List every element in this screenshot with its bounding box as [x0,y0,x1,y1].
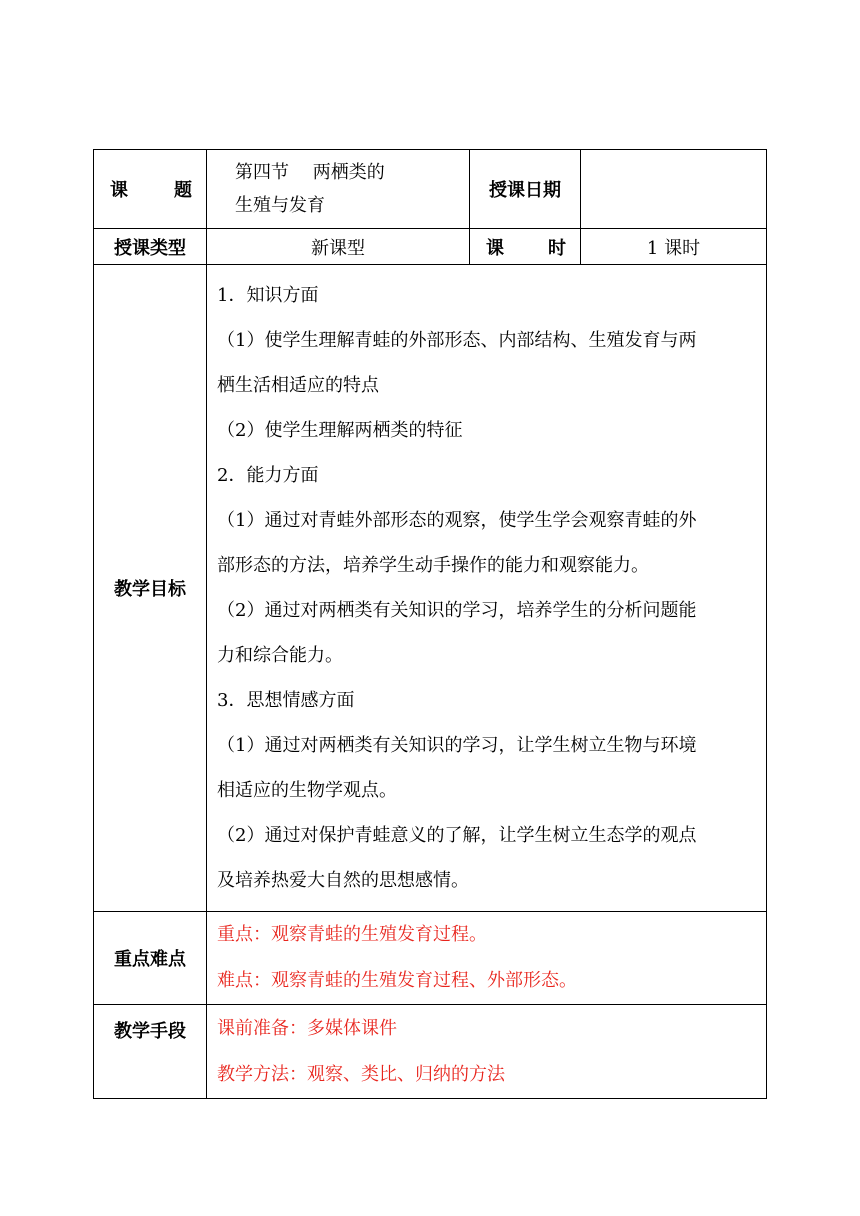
type-row [94,229,767,265]
objective-line: （1）通过对两栖类有关知识的学习，让学生树立生物与环境 [217,735,697,756]
objective-line: （2）通过对两栖类有关知识的学习，培养学生的分析问题能 [217,600,697,621]
key-points-row [94,912,767,1005]
objective-line: 栖生活相适应的特点 [217,375,379,396]
hours-label-char-1: 课 [486,237,504,259]
objective-line: 3．思想情感方面 [217,690,355,711]
difficulty-point: 难点：观察青蛙的生殖发育过程、外部形态。 [217,970,577,991]
objectives-label: 教学目标 [94,265,207,912]
objective-line: 1．知识方面 [217,285,319,306]
objective-line: （1）使学生理解青蛙的外部形态、内部结构、生殖发育与两 [217,330,697,351]
topic-label-cell [94,150,207,229]
date-value [581,150,767,229]
objective-line: （2）通过对保护青蛙意义的了解，让学生树立生态学的观点 [217,825,697,846]
hours-value: 1 课时 [581,229,767,265]
key-points-label: 重点难点 [94,912,207,1005]
topic-value-line1: 第四节 两栖类的 [235,162,385,183]
topic-value-line2: 生殖与发育 [235,195,325,216]
methods-content [207,1005,767,1099]
preparation-line: 课前准备：多媒体课件 [217,1018,397,1039]
objective-line: 2．能力方面 [217,465,319,486]
lesson-plan-table [93,149,767,1099]
topic-label-char-1: 课 [110,180,128,201]
objective-line: 及培养热爱大自然的思想感情。 [217,870,469,891]
date-label: 授课日期 [470,150,581,229]
topic-value-cell [207,150,470,229]
methods-label: 教学手段 [94,1005,207,1099]
objective-line: 相适应的生物学观点。 [217,780,397,801]
objectives-content [207,265,767,912]
objective-line: 部形态的方法，培养学生动手操作的能力和观察能力。 [217,555,649,576]
method-line: 教学方法：观察、类比、归纳的方法 [217,1064,505,1085]
objective-line: （2）使学生理解两栖类的特征 [217,420,463,441]
topic-label-char-2: 题 [174,180,192,201]
objectives-row [94,265,767,912]
focus-point: 重点：观察青蛙的生殖发育过程。 [217,924,487,945]
topic-row [94,150,767,229]
key-points-content [207,912,767,1005]
hours-label-char-2: 时 [548,237,566,259]
objective-line: 力和综合能力。 [217,645,343,666]
topic-label [94,176,206,202]
type-label: 授课类型 [94,229,207,265]
methods-row [94,1005,767,1099]
hours-label [470,234,580,260]
objective-line: （1）通过对青蛙外部形态的观察，使学生学会观察青蛙的外 [217,510,697,531]
type-value: 新课型 [207,229,470,265]
hours-label-cell [470,229,581,265]
